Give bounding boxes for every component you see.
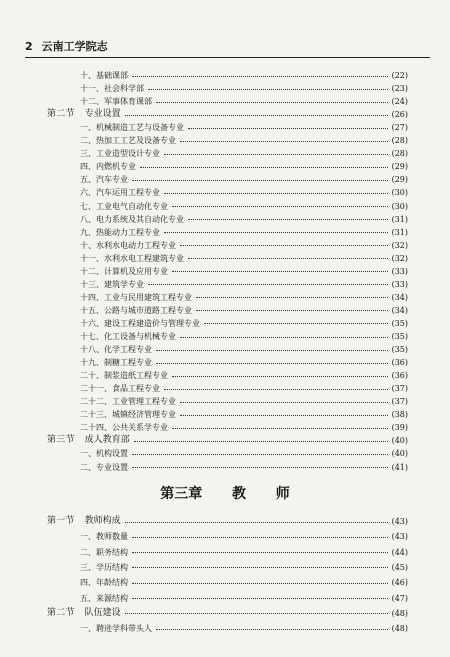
toc-item-row	[80, 369, 408, 382]
toc-item-label: 十四、工业与民用建筑工程专业	[80, 292, 192, 302]
toc-item-label: 十、基础课部	[80, 71, 128, 80]
chapter-name-char-1: 教	[232, 486, 246, 502]
toc-page-number: (29)	[391, 175, 408, 185]
dot-leader	[196, 296, 388, 298]
toc-item-label: 九、热能动力工程专业	[80, 227, 160, 237]
toc-item-label: 二、职务结构	[80, 547, 128, 557]
toc-section-number: 第二节	[47, 109, 75, 120]
toc-page-number: (35)	[391, 345, 408, 355]
toc-item-label: 二、专业设置	[80, 462, 128, 472]
toc-page-number: (27)	[391, 123, 408, 133]
toc-item-label: 十一、水利水电工程建筑专业	[80, 253, 184, 263]
toc-item-row	[80, 561, 408, 574]
toc-section-number: 第一节	[47, 516, 75, 526]
toc-item-label: 十二、计算机及应用专业	[80, 266, 168, 276]
toc-page-number: (34)	[391, 292, 408, 302]
toc-item-row	[80, 252, 408, 265]
dot-leader	[125, 114, 388, 116]
dot-leader	[125, 521, 388, 523]
toc-page-number: (22)	[391, 71, 408, 80]
toc-item-row	[80, 147, 408, 160]
dot-leader	[180, 414, 388, 416]
toc-item-row	[80, 186, 408, 199]
toc-section-row	[47, 515, 408, 528]
toc-section-title: 成人教育部	[84, 435, 130, 446]
toc-page-number: (40)	[391, 436, 408, 446]
toc-item-label: 八、电力系统及其自动化专业	[80, 214, 184, 224]
toc-page-number: (46)	[391, 578, 408, 588]
toc-item-label: 十六、建设工程建造价与管理专业	[80, 318, 200, 328]
dot-leader	[132, 536, 388, 538]
toc-page-number: (34)	[391, 305, 408, 315]
header-rule	[25, 57, 430, 58]
toc-item-row	[80, 530, 408, 543]
running-header	[25, 38, 430, 54]
toc-page-number: (32)	[391, 240, 408, 250]
toc-page-number: (35)	[391, 318, 408, 328]
dot-leader	[164, 231, 388, 233]
toc-item-row	[80, 395, 408, 408]
toc-item-label: 二十三、城镇经济管理专业	[80, 410, 176, 420]
dot-leader	[164, 192, 388, 194]
toc-page-number: (43)	[391, 517, 408, 526]
toc-item-row	[80, 121, 408, 134]
toc-page-number: (28)	[391, 136, 408, 146]
toc-item-label: 一、聘进学科带头人	[80, 624, 152, 634]
dot-leader	[125, 612, 388, 614]
toc-item-row	[80, 69, 408, 82]
toc-item-row	[80, 317, 408, 330]
toc-item-label: 五、汽车专业	[80, 175, 128, 185]
dot-leader	[180, 244, 388, 246]
toc-item-row	[80, 239, 408, 252]
toc-section-row	[47, 607, 408, 620]
dot-leader	[156, 101, 388, 103]
toc-page-number: (37)	[391, 384, 408, 394]
dot-leader	[134, 440, 388, 442]
toc-page-number: (38)	[391, 410, 408, 420]
toc-item-row	[80, 82, 408, 95]
dot-leader	[196, 309, 388, 311]
toc-section-number: 第二节	[47, 607, 75, 618]
chapter-number: 第三章	[160, 486, 203, 502]
toc-section-number: 第三节	[47, 435, 75, 446]
dot-leader	[180, 401, 388, 403]
dot-leader	[140, 166, 388, 168]
toc-item-label: 四、内燃机专业	[80, 162, 136, 172]
toc-item-label: 四、年龄结构	[80, 578, 128, 588]
toc-page-number: (26)	[391, 110, 408, 120]
toc-page-number: (36)	[391, 358, 408, 368]
dot-leader	[132, 75, 388, 77]
chapter-name-char-2: 师	[275, 486, 290, 502]
dot-leader	[172, 205, 388, 207]
dot-leader	[132, 597, 388, 599]
toc-item-row	[80, 461, 408, 474]
dot-leader	[132, 453, 388, 455]
toc-item-label: 二十、制浆造纸工程专业	[80, 371, 168, 381]
toc-item-label: 一、机械制造工艺与设备专业	[80, 123, 184, 133]
toc-item-label: 十五、公路与城市道路工程专业	[80, 305, 192, 315]
toc-item-row	[80, 356, 408, 369]
toc-item-row	[80, 213, 408, 226]
toc-item-row	[80, 408, 408, 421]
toc-page-number: (31)	[391, 214, 408, 224]
dot-leader	[156, 362, 388, 364]
toc-item-label: 一、机构设置	[80, 449, 128, 459]
toc-item-label: 七、工业电气自动化专业	[80, 201, 168, 211]
toc-item-row	[80, 226, 408, 239]
toc-item-label: 五、来源结构	[80, 593, 128, 603]
toc-page-number: (47)	[391, 593, 408, 603]
dot-leader	[204, 322, 388, 324]
toc-item-row	[80, 592, 408, 605]
toc-item-label: 二十一、食品工程专业	[80, 384, 160, 394]
toc-page-number: (39)	[391, 423, 408, 433]
toc-section-title: 队伍建设	[84, 607, 121, 618]
toc-item-row	[80, 343, 408, 356]
toc-item-row	[80, 622, 408, 635]
toc-item-row	[80, 576, 408, 589]
toc-page-number: (24)	[391, 97, 408, 107]
dot-leader	[172, 375, 388, 377]
toc-page-number: (30)	[391, 188, 408, 198]
toc-page-number: (32)	[391, 253, 408, 263]
toc-item-row	[80, 95, 408, 108]
toc-item-label: 六、汽车运用工程专业	[80, 188, 160, 198]
toc-page-number: (48)	[391, 608, 408, 618]
toc-section-row	[47, 434, 408, 447]
dot-leader	[164, 388, 388, 390]
chapter-title	[0, 483, 450, 503]
toc-item-row	[80, 421, 408, 434]
toc-page-number: (33)	[391, 266, 408, 276]
toc-item-row	[80, 546, 408, 559]
toc-item-label: 二十四、公共关系学专业	[80, 423, 168, 433]
toc-item-row	[80, 278, 408, 291]
dot-leader	[132, 466, 388, 468]
toc-section-title: 专业设置	[84, 109, 121, 120]
toc-page-number: (33)	[391, 279, 408, 289]
dot-leader	[132, 179, 388, 181]
toc-section-title: 教师构成	[84, 516, 121, 526]
toc-page-number: (40)	[391, 449, 408, 459]
dot-leader	[132, 566, 388, 568]
toc-section-row	[47, 108, 408, 121]
toc-item-row	[80, 200, 408, 213]
dot-leader	[188, 218, 388, 220]
dot-leader	[172, 270, 388, 272]
dot-leader	[164, 153, 388, 155]
toc-item-label: 三、工业造型设计专业	[80, 149, 160, 159]
dot-leader	[156, 628, 388, 630]
toc-item-label: 十七、化工设备与机械专业	[80, 332, 176, 341]
dot-leader	[180, 140, 388, 142]
toc-item-label: 十二、军事体育课部	[80, 97, 152, 107]
book-title: 云南工学院志	[41, 40, 108, 53]
dot-leader	[148, 283, 388, 285]
toc-page-number: (44)	[391, 547, 408, 557]
toc-item-row	[80, 173, 408, 186]
toc-item-row	[80, 291, 408, 304]
dot-leader	[172, 427, 388, 429]
page-number: 2	[25, 40, 33, 53]
dot-leader	[180, 336, 388, 338]
toc-page-number: (28)	[391, 149, 408, 159]
toc-page-number: (48)	[391, 624, 408, 634]
toc-item-row	[80, 304, 408, 317]
toc-item-row	[80, 447, 408, 460]
toc-page-number: (37)	[391, 397, 408, 407]
dot-leader	[132, 582, 388, 584]
toc-item-row	[80, 330, 408, 343]
toc-page-number: (36)	[391, 371, 408, 381]
toc-item-label: 一、教师数量	[80, 532, 128, 542]
toc-item-row	[80, 382, 408, 395]
toc-page-number: (35)	[391, 332, 408, 341]
dot-leader	[148, 88, 388, 90]
toc-item-label: 十三、建筑学专业	[80, 279, 144, 289]
toc-item-label: 三、学历结构	[80, 562, 128, 572]
toc-item-label: 十九、制糖工程专业	[80, 358, 152, 368]
toc-page-number: (45)	[391, 562, 408, 572]
toc-item-row	[80, 160, 408, 173]
dot-leader	[132, 551, 388, 553]
toc-page-number: (31)	[391, 227, 408, 237]
dot-leader	[188, 127, 388, 129]
toc-item-row	[80, 265, 408, 278]
toc-page-number: (23)	[391, 84, 408, 94]
toc-item-label: 二十二、工业管理工程专业	[80, 397, 176, 407]
dot-leader	[188, 257, 388, 259]
toc-page-number: (41)	[391, 462, 408, 472]
toc-page-number: (29)	[391, 162, 408, 172]
dot-leader	[156, 349, 388, 351]
toc-item-label: 十一、社会科学部	[80, 84, 144, 94]
toc-item-label: 十、水利水电动力工程专业	[80, 240, 176, 250]
toc-page-number: (30)	[391, 201, 408, 211]
toc-item-row	[80, 134, 408, 147]
toc-page-number: (43)	[391, 532, 408, 542]
toc-item-label: 十八、化学工程专业	[80, 345, 152, 355]
toc-item-label: 二、热加工工艺及设备专业	[80, 136, 176, 146]
